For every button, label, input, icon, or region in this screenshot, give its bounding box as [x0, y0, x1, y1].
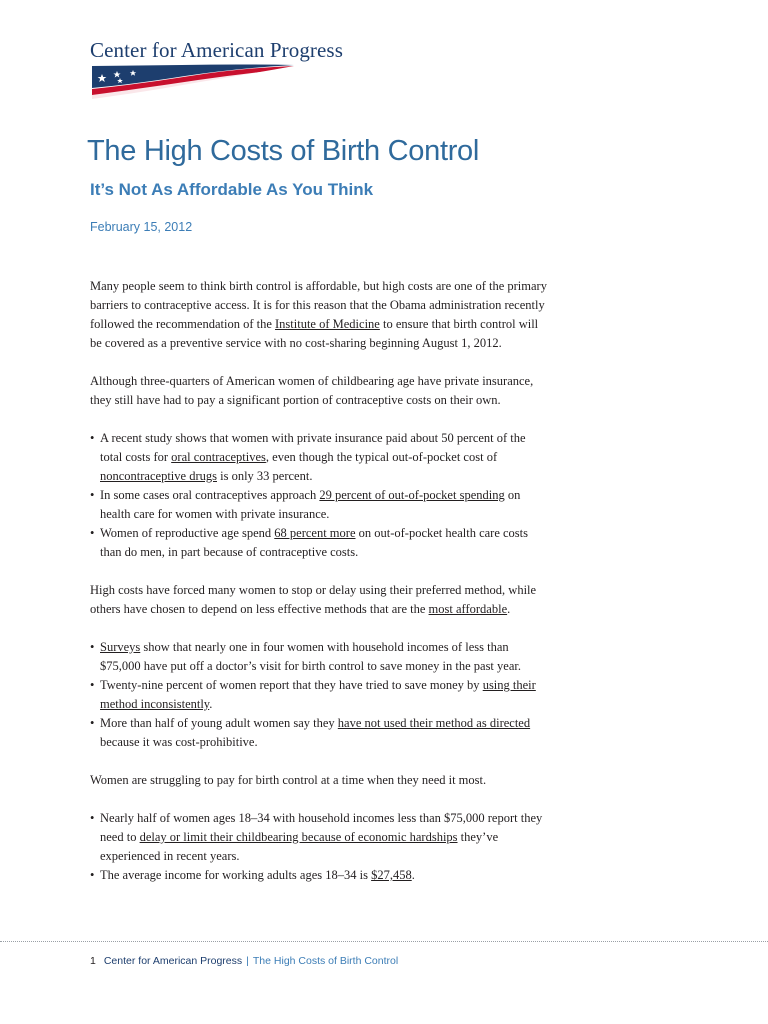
link-institute-of-medicine[interactable]: Institute of Medicine	[275, 317, 380, 331]
list-item: • Twenty-nine percent of women report that they have tried to save money by using their method inconsistently.	[90, 678, 536, 711]
list-item: • A recent study shows that women with private insurance paid about 50 percent of the total costs for oral contraceptives, even though the typical out-of-pocket cost of noncontraceptive drugs is only 33 percent.	[90, 431, 526, 483]
footer-doc-title: The High Costs of Birth Control	[252, 955, 399, 967]
footer-org-name: Center for American Progress	[103, 955, 243, 967]
list-item: • More than half of young adult women say they have not used their method as directed because it was cost-prohibitive.	[90, 716, 531, 749]
link-average-income[interactable]: $27,458	[371, 868, 412, 882]
footer-divider	[0, 941, 768, 942]
publication-date: February 15, 2012	[90, 220, 193, 234]
list-item: • Surveys show that nearly one in four women with household incomes of less than $75,000 have put off a doctor’s visit for birth control to save money in the past year.	[90, 640, 521, 673]
link-surveys[interactable]: Surveys	[100, 640, 141, 654]
paragraph: Many people seem to think birth control is affordable, but high costs are one of the primary barriers to contraceptive access. It is for this reason that the Obama administration recently followed the recommendation of the Institute of Medicine to ensure that birth control will be covered as a preventive service with no cost-sharing beginning August 1, 2012.	[90, 279, 547, 350]
list-item: • In some cases oral contraceptives approach 29 percent of out-of-pocket spending on health care for women with private insurance.	[90, 488, 521, 521]
bullet-list	[90, 429, 550, 562]
bullet-icon: •	[90, 716, 95, 730]
bullet-icon: •	[90, 811, 95, 825]
list-item: • Nearly half of women ages 18–34 with household incomes less than $75,000 report they need to delay or limit their childbearing because of economic hardships they’ve experienced in recent years.	[90, 811, 543, 863]
page-title: The High Costs of Birth Control	[87, 135, 480, 167]
bullet-icon: •	[90, 526, 95, 540]
paragraph: Women are struggling to pay for birth control at a time when they need it most.	[90, 773, 487, 787]
link-method-inconsistently[interactable]: using their method inconsistently	[100, 678, 536, 711]
bullet-icon: •	[90, 678, 95, 692]
footer-separator: |	[246, 955, 249, 967]
page-footer	[90, 955, 398, 967]
page-number: 1	[90, 955, 96, 967]
paragraph: High costs have forced many women to stop or delay using their preferred method, while others have chosen to depend on less effective methods that are the most affordable.	[90, 583, 537, 616]
paragraph: Although three-quarters of American women of childbearing age have private insurance, they still have had to pay a significant portion of contraceptive costs on their own.	[90, 374, 534, 407]
cap-logo	[90, 38, 350, 104]
link-not-used-as-directed[interactable]: have not used their method as directed	[337, 716, 531, 730]
logo-org-name: Center for American Progress	[90, 38, 343, 62]
list-item: • The average income for working adults ages 18–34 is $27,458.	[90, 866, 550, 885]
bullet-list	[90, 638, 550, 752]
flag-swoosh-icon	[90, 62, 295, 102]
bullet-icon: •	[90, 868, 95, 882]
bullet-icon: •	[90, 640, 95, 654]
bullet-icon: •	[90, 431, 95, 445]
link-oral-contraceptives[interactable]: oral contraceptives	[171, 450, 266, 464]
link-economic-hardships[interactable]: delay or limit their childbearing because of economic hardships	[139, 830, 458, 844]
bullet-list	[90, 809, 550, 885]
article-body	[90, 277, 550, 904]
link-most-affordable[interactable]: most affordable	[428, 602, 508, 616]
bullet-icon: •	[90, 488, 95, 502]
link-noncontraceptive-drugs[interactable]: noncontraceptive drugs	[100, 469, 217, 483]
link-out-of-pocket-spending[interactable]: 29 percent of out-of-pocket spending	[319, 488, 505, 502]
list-item: • Women of reproductive age spend 68 percent more on out-of-pocket health care costs than do men, in part because of contraceptive costs.	[90, 526, 529, 559]
page-subtitle: It’s Not As Affordable As You Think	[90, 180, 374, 199]
link-68-percent-more[interactable]: 68 percent more	[274, 526, 356, 540]
